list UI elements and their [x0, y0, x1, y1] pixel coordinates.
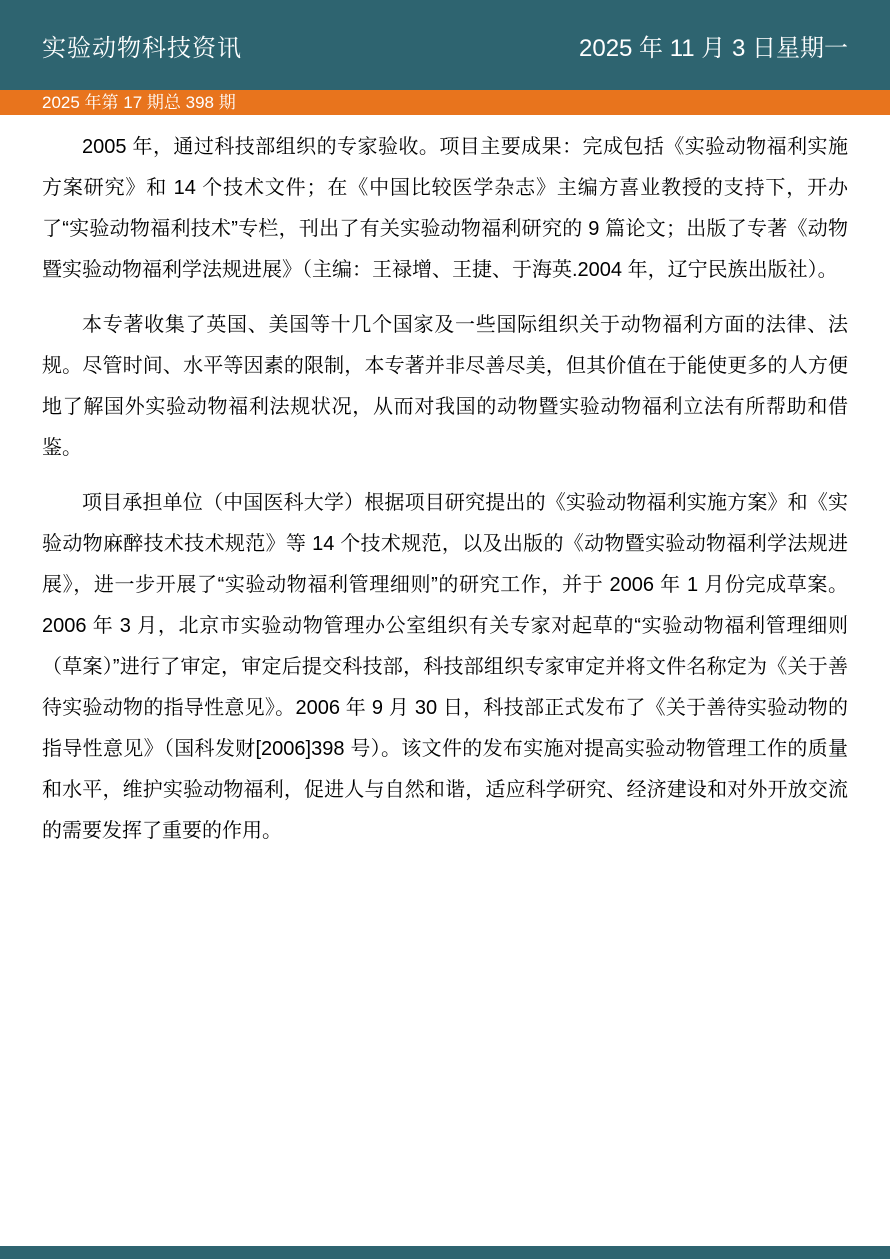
paragraph-3: 项目承担单位（中国医科大学）根据项目研究提出的《实验动物福利实施方案》和《实验动物麻醉技术技术规范》等 14 个技术规范，以及出版的《动物暨实验动物福利学法规进展》，进一步开展了“实验动物福利管理细则”的研究工作，并于 2006 年 1 月份完成草案。2006 年 3 月，北京市实验动物管理办公室组织有关专家对起草的“实验动物福利管理细则（草案）”进行了审定，审定后提交科技部，科技部组织专家审定并将文件名称定为《关于善待实验动物的指导性意见》。2006 年 9 月 30 日，科技部正式发布了《关于善待实验动物的指导性意见》（国科发财[2006]398 号）。该文件的发布实施对提高实验动物管理工作的质量和水平，维护实验动物福利，促进人与自然和谐，适应科学研究、经济建设和对外开放交流的需要发挥了重要的作用。: [42, 492, 848, 842]
paragraph-1: 2005 年，通过科技部组织的专家验收。项目主要成果：完成包括《实验动物福利实施方案研究》和 14 个技术文件；在《中国比较医学杂志》主编方喜业教授的支持下，开办了“实验动物福利技术”专栏，刊出了有关实验动物福利研究的 9 篇论文；出版了专著《动物暨实验动物福利学法规进展》（主编：王禄增、王捷、于海英.2004 年，辽宁民族出版社）。: [42, 136, 848, 281]
article-body: [0, 115, 890, 852]
newsletter-title: 实验动物科技资讯: [42, 34, 242, 62]
page-header: [0, 0, 890, 90]
issue-number-label: 2025 年第 17 期总 398 期: [42, 93, 236, 112]
issue-bar: [0, 90, 890, 115]
paragraph-2: 本专著收集了英国、美国等十几个国家及一些国际组织关于动物福利方面的法律、法规。尽管时间、水平等因素的限制，本专著并非尽善尽美，但其价值在于能使更多的人方便地了解国外实验动物福利法规状况，从而对我国的动物暨实验动物福利立法有所帮助和借鉴。: [42, 314, 848, 459]
footer-bar: [0, 1246, 890, 1259]
header-date: 2025 年 11 月 3 日星期一: [579, 34, 848, 62]
